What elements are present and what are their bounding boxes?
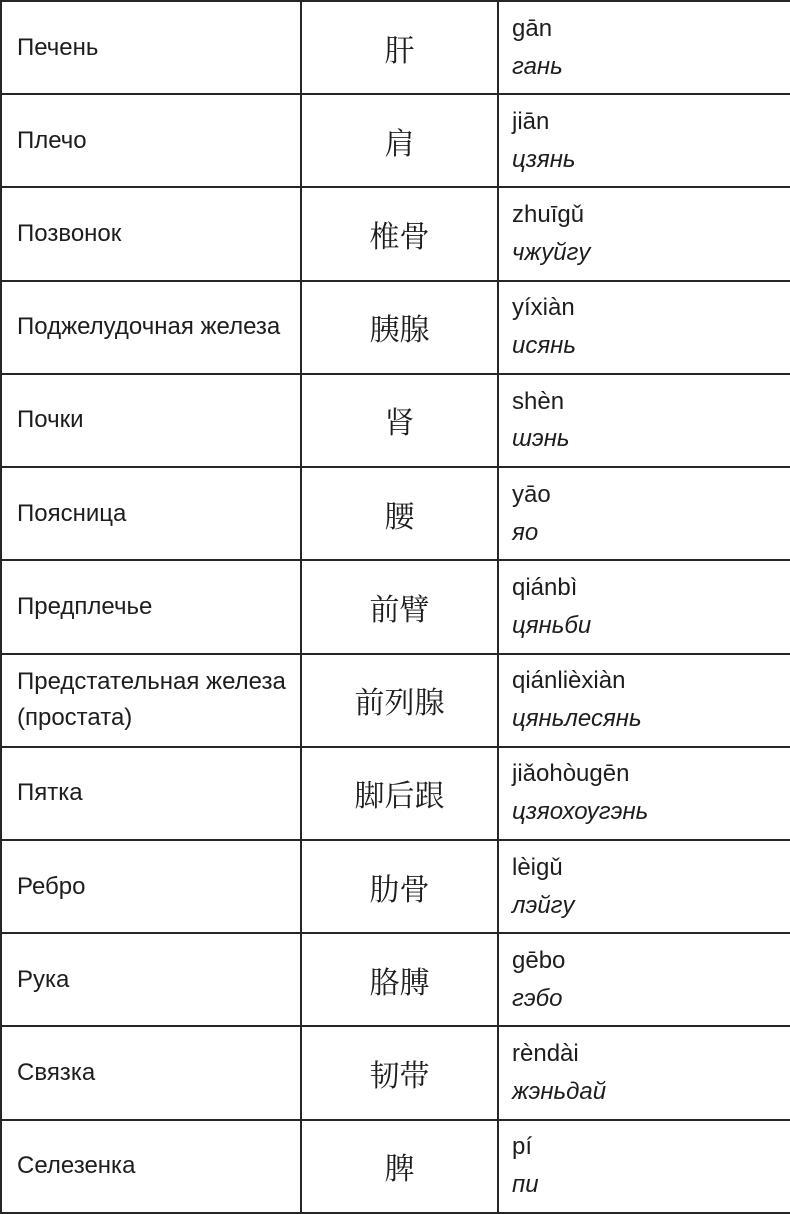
russian-term-cell: Предплечье [1,560,301,653]
pronunciation-cell [498,1120,790,1213]
cyrillic-transcription-text: пи [512,1171,539,1199]
table-row [1,467,790,560]
cyrillic-transcription-text: яо [512,518,539,546]
table-row [1,1120,790,1213]
pinyin-text: shèn [512,387,565,415]
cyrillic-transcription-text: шэнь [512,425,570,453]
chinese-term-cell: 胳膊 [301,933,498,1026]
pinyin-text: lèigǔ [512,853,563,881]
russian-term-cell: Поясница [1,467,301,560]
cyrillic-transcription-text: цяньлесянь [512,705,642,733]
chinese-term-cell: 脾 [301,1120,498,1213]
russian-term-cell: Позвонок [1,187,301,280]
cyrillic-transcription-text: гань [512,52,563,80]
cyrillic-transcription-text: цяньби [512,611,592,639]
cyrillic-transcription-text: чжуйгу [512,239,591,267]
chinese-term-cell: 胰腺 [301,281,498,374]
russian-term-cell: Предстательная железа (простата) [1,654,301,747]
chinese-term-cell: 肝 [301,1,498,94]
cyrillic-transcription-text: цзянь [512,145,576,173]
table-row [1,840,790,933]
table-row [1,933,790,1026]
chinese-term-cell: 肩 [301,94,498,187]
cyrillic-transcription-text: жэньдай [512,1078,607,1106]
table-row [1,94,790,187]
pinyin-text: gēbo [512,946,566,974]
russian-term-cell: Ребро [1,840,301,933]
pronunciation-cell [498,1,790,94]
pinyin-text: pí [512,1133,533,1161]
pinyin-text: rèndài [512,1040,579,1068]
pinyin-text: yāo [512,480,551,508]
table-row [1,187,790,280]
chinese-term-cell: 椎骨 [301,187,498,280]
table-row [1,1,790,94]
russian-term-cell: Рука [1,933,301,1026]
chinese-term-cell: 肋骨 [301,840,498,933]
table-row [1,654,790,747]
chinese-term-cell: 前列腺 [301,654,498,747]
pronunciation-cell [498,187,790,280]
chinese-term-cell: 肾 [301,374,498,467]
pinyin-text: jiǎohòugēn [512,760,630,788]
russian-term-cell: Селезенка [1,1120,301,1213]
table-row [1,747,790,840]
table-row [1,560,790,653]
russian-term-cell: Связка [1,1026,301,1119]
pronunciation-cell [498,840,790,933]
pronunciation-cell [498,94,790,187]
pinyin-text: gān [512,14,553,42]
pronunciation-cell [498,560,790,653]
pronunciation-cell [498,933,790,1026]
cyrillic-transcription-text: цзяохоугэнь [512,798,649,826]
russian-term-cell: Почки [1,374,301,467]
russian-term-cell: Плечо [1,94,301,187]
pronunciation-cell [498,654,790,747]
table-row [1,1026,790,1119]
pinyin-text: zhuīgǔ [512,201,585,229]
table-row [1,374,790,467]
chinese-term-cell: 前臂 [301,560,498,653]
cyrillic-transcription-text: исянь [512,332,576,360]
vocabulary-table-body [1,1,790,1213]
chinese-term-cell: 脚后跟 [301,747,498,840]
pinyin-text: qiánlièxiàn [512,667,626,695]
russian-term-cell: Печень [1,1,301,94]
pronunciation-cell [498,467,790,560]
pronunciation-cell [498,374,790,467]
pronunciation-cell [498,281,790,374]
chinese-term-cell: 腰 [301,467,498,560]
russian-term-cell: Пятка [1,747,301,840]
pronunciation-cell [498,747,790,840]
pinyin-text: qiánbì [512,574,578,602]
chinese-term-cell: 韧带 [301,1026,498,1119]
cyrillic-transcription-text: гэбо [512,984,563,1012]
pinyin-text: yíxiàn [512,294,575,322]
pinyin-text: jiān [512,107,550,135]
cyrillic-transcription-text: лэйгу [512,891,575,919]
pronunciation-cell [498,1026,790,1119]
table-row [1,281,790,374]
russian-term-cell: Поджелудочная железа [1,281,301,374]
